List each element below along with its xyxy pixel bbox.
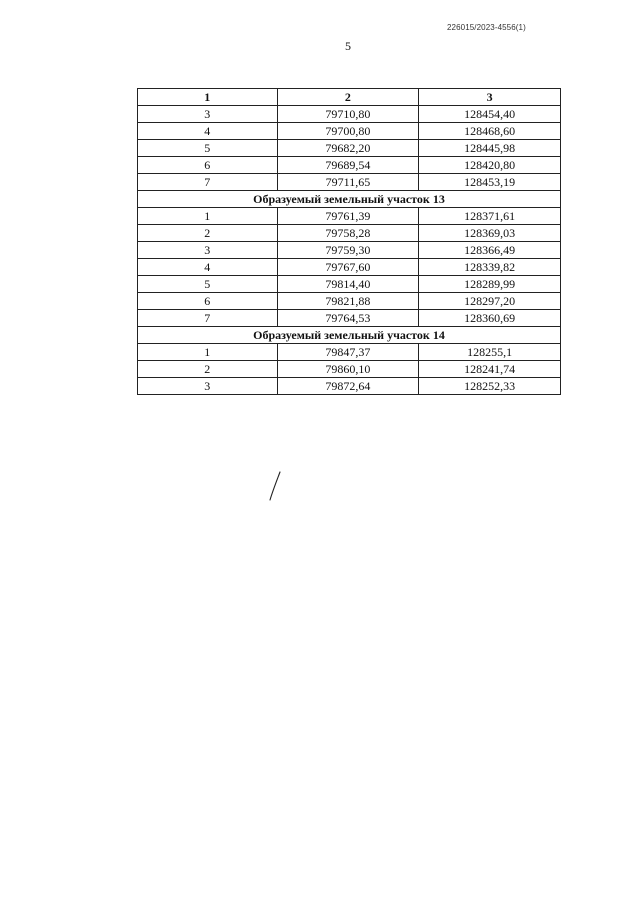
x-coordinate-cell: 79759,30 — [277, 242, 419, 259]
point-number-cell: 7 — [138, 174, 278, 191]
y-coordinate-cell: 128360,69 — [419, 310, 561, 327]
table-row — [138, 310, 561, 327]
table-row — [138, 208, 561, 225]
x-coordinate-cell: 79847,37 — [277, 344, 419, 361]
x-coordinate-cell: 79700,80 — [277, 123, 419, 140]
y-coordinate-cell: 128468,60 — [419, 123, 561, 140]
table-row — [138, 123, 561, 140]
table-row — [138, 174, 561, 191]
y-coordinate-cell: 128255,1 — [419, 344, 561, 361]
y-coordinate-cell: 128371,61 — [419, 208, 561, 225]
table-row — [138, 276, 561, 293]
point-number-cell: 3 — [138, 378, 278, 395]
point-number-cell: 5 — [138, 140, 278, 157]
x-coordinate-cell: 79872,64 — [277, 378, 419, 395]
table-row — [138, 106, 561, 123]
y-coordinate-cell: 128454,40 — [419, 106, 561, 123]
y-coordinate-cell: 128420,80 — [419, 157, 561, 174]
x-coordinate-cell: 79821,88 — [277, 293, 419, 310]
document-id: 226015/2023-4556(1) — [447, 23, 526, 32]
point-number-cell: 2 — [138, 225, 278, 242]
point-number-cell: 6 — [138, 293, 278, 310]
point-number-cell: 7 — [138, 310, 278, 327]
x-coordinate-cell: 79767,60 — [277, 259, 419, 276]
point-number-cell: 4 — [138, 259, 278, 276]
table-row — [138, 259, 561, 276]
section-title: Образуемый земельный участок 14 — [138, 327, 561, 344]
point-number-cell: 5 — [138, 276, 278, 293]
table-row — [138, 157, 561, 174]
point-number-cell: 6 — [138, 157, 278, 174]
y-coordinate-cell: 128445,98 — [419, 140, 561, 157]
x-coordinate-cell: 79764,53 — [277, 310, 419, 327]
table-row — [138, 293, 561, 310]
y-coordinate-cell: 128453,19 — [419, 174, 561, 191]
x-coordinate-cell: 79860,10 — [277, 361, 419, 378]
point-number-cell: 4 — [138, 123, 278, 140]
point-number-cell: 2 — [138, 361, 278, 378]
x-coordinate-cell: 79682,20 — [277, 140, 419, 157]
x-coordinate-cell: 79758,28 — [277, 225, 419, 242]
point-number-cell: 1 — [138, 344, 278, 361]
y-coordinate-cell: 128241,74 — [419, 361, 561, 378]
x-coordinate-cell: 79710,80 — [277, 106, 419, 123]
coordinates-table — [137, 88, 561, 395]
x-coordinate-cell: 79814,40 — [277, 276, 419, 293]
page-number: 5 — [345, 39, 351, 53]
point-number-cell: 3 — [138, 106, 278, 123]
table-row — [138, 378, 561, 395]
point-number-cell: 3 — [138, 242, 278, 259]
y-coordinate-cell: 128289,99 — [419, 276, 561, 293]
column-header: 2 — [277, 89, 419, 106]
y-coordinate-cell: 128297,20 — [419, 293, 561, 310]
x-coordinate-cell: 79689,54 — [277, 157, 419, 174]
section-title: Образуемый земельный участок 13 — [138, 191, 561, 208]
table-row — [138, 242, 561, 259]
x-coordinate-cell: 79711,65 — [277, 174, 419, 191]
x-coordinate-cell: 79761,39 — [277, 208, 419, 225]
table-body — [138, 106, 561, 395]
column-header: 3 — [419, 89, 561, 106]
table-row — [138, 344, 561, 361]
table-row — [138, 361, 561, 378]
section-header-row — [138, 327, 561, 344]
y-coordinate-cell: 128252,33 — [419, 378, 561, 395]
y-coordinate-cell: 128366,49 — [419, 242, 561, 259]
table-header-row — [138, 89, 561, 106]
column-header: 1 — [138, 89, 278, 106]
table-row — [138, 225, 561, 242]
section-header-row — [138, 191, 561, 208]
y-coordinate-cell: 128369,03 — [419, 225, 561, 242]
point-number-cell: 1 — [138, 208, 278, 225]
table-row — [138, 140, 561, 157]
signature-mark — [265, 470, 285, 502]
y-coordinate-cell: 128339,82 — [419, 259, 561, 276]
